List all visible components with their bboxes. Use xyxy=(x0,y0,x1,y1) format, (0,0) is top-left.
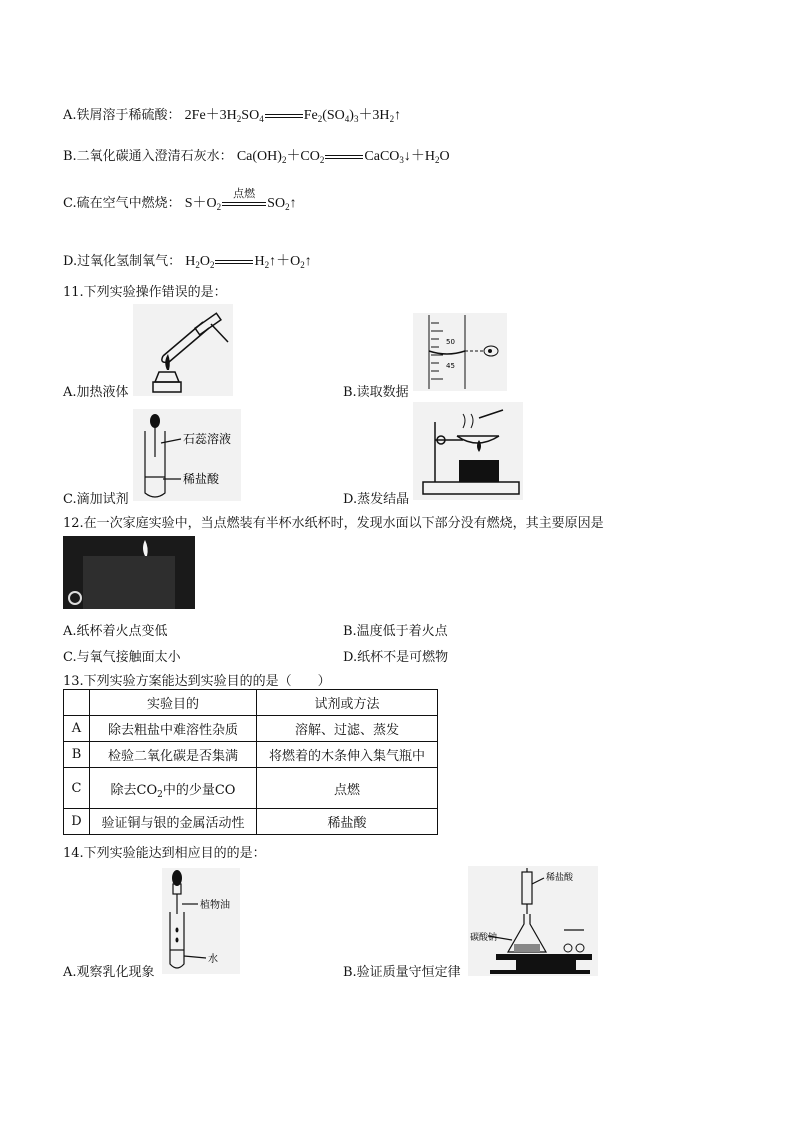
q13-table xyxy=(63,689,438,835)
row-purpose: 除去$CO_2$中的少量CO xyxy=(90,768,257,809)
table-row xyxy=(64,768,438,809)
q10-option-d-equation: $H_2O_2$ $H_2↑+O_2↑$ xyxy=(185,254,312,270)
cylinder-tick-50: 50 xyxy=(446,338,455,346)
q12-stem: 12.在一次家庭实验中，当点燃装有半杯水纸杯时，发现水面以下部分没有燃烧，其主要原因是 xyxy=(63,516,604,531)
water-label: 水 xyxy=(208,954,218,965)
row-purpose: 检验二氧化碳是否集满 xyxy=(90,742,257,768)
q14-option-a: A.观察乳化现象 xyxy=(63,965,155,980)
q11-option-c: C.滴加试剂 xyxy=(63,492,129,507)
plant-oil-label: 植物油 xyxy=(200,900,230,911)
paper-cup-photo xyxy=(63,536,195,609)
acid-label: 稀盐酸 xyxy=(183,472,220,486)
table-header-purpose: 实验目的 xyxy=(90,690,257,716)
q10-option-d xyxy=(63,250,312,270)
q10-option-a xyxy=(63,104,401,124)
q10-option-c-label: C.硫在空气中燃烧： xyxy=(63,196,181,211)
heating-liquid-image xyxy=(133,304,233,396)
q12-option-a: A.纸杯着火点变低 xyxy=(63,624,168,639)
q11-option-a: A.加热液体 xyxy=(63,385,129,400)
q10-option-c xyxy=(63,187,297,212)
mass-conservation-image xyxy=(468,866,598,976)
q10-option-b-equation: $Ca(OH)_2+CO_2$ $CaCO_3↓+H_2O$ xyxy=(236,149,450,165)
q10-option-a-label: A.铁屑溶于稀硫酸： xyxy=(63,108,181,123)
row-method: 将燃着的木条伸入集气瓶中 xyxy=(257,742,438,768)
litmus-label: 石蕊溶液 xyxy=(183,432,232,446)
q11-option-b: B.读取数据 xyxy=(343,385,409,400)
row-key: A xyxy=(64,716,90,742)
reaction-condition: 点燃 xyxy=(233,187,256,200)
q12-option-c: C.与氧气接触面太小 xyxy=(63,650,181,665)
row-method: 稀盐酸 xyxy=(257,809,438,835)
q12-option-d: D.纸杯不是可燃物 xyxy=(343,650,449,665)
evaporation-image xyxy=(413,402,523,500)
q11-stem: 11.下列实验操作错误的是： xyxy=(63,285,227,300)
row-purpose: 除去粗盐中难溶性杂质 xyxy=(90,716,257,742)
q10-option-c-equation: $S+O_2$ 点燃 $SO_2↑$ xyxy=(185,196,297,211)
table-row xyxy=(64,809,438,835)
q13-stem: 13.下列实验方案能达到实验目的的是（ ） xyxy=(63,674,331,689)
table-row xyxy=(64,716,438,742)
table-header-method: 试剂或方法 xyxy=(257,690,438,716)
row-purpose: 验证铜与银的金属活动性 xyxy=(90,809,257,835)
sodium-carbonate-label: 碳酸钠 xyxy=(470,933,498,943)
row-method: 点燃 xyxy=(257,768,438,809)
q10-option-a-equation: $2Fe+3H_2SO_4$ $Fe_2(SO_4)_3+3H_2↑$ xyxy=(184,108,402,124)
q11-option-d: D.蒸发结晶 xyxy=(343,492,410,507)
row-key: B xyxy=(64,742,90,768)
q10-option-d-label: D.过氧化氢制氧气： xyxy=(63,254,182,269)
q12-option-b: B.温度低于着火点 xyxy=(343,624,448,639)
dropping-reagent-image xyxy=(133,409,241,501)
table-header-row xyxy=(64,690,438,716)
hcl-label: 稀盐酸 xyxy=(546,873,574,883)
table-row xyxy=(64,742,438,768)
q14-option-b: B.验证质量守恒定律 xyxy=(343,965,461,980)
q10-option-b xyxy=(63,145,450,165)
q14-stem: 14.下列实验能达到相应目的的是： xyxy=(63,846,266,861)
cylinder-tick-45: 45 xyxy=(446,362,455,370)
emulsification-image xyxy=(162,868,240,974)
reading-cylinder-image xyxy=(413,313,507,391)
row-method: 溶解、过滤、蒸发 xyxy=(257,716,438,742)
row-key: D xyxy=(64,809,90,835)
table-header-key xyxy=(64,690,90,716)
row-key: C xyxy=(64,768,90,809)
q10-option-b-label: B.二氧化碳通入澄清石灰水： xyxy=(63,149,233,164)
